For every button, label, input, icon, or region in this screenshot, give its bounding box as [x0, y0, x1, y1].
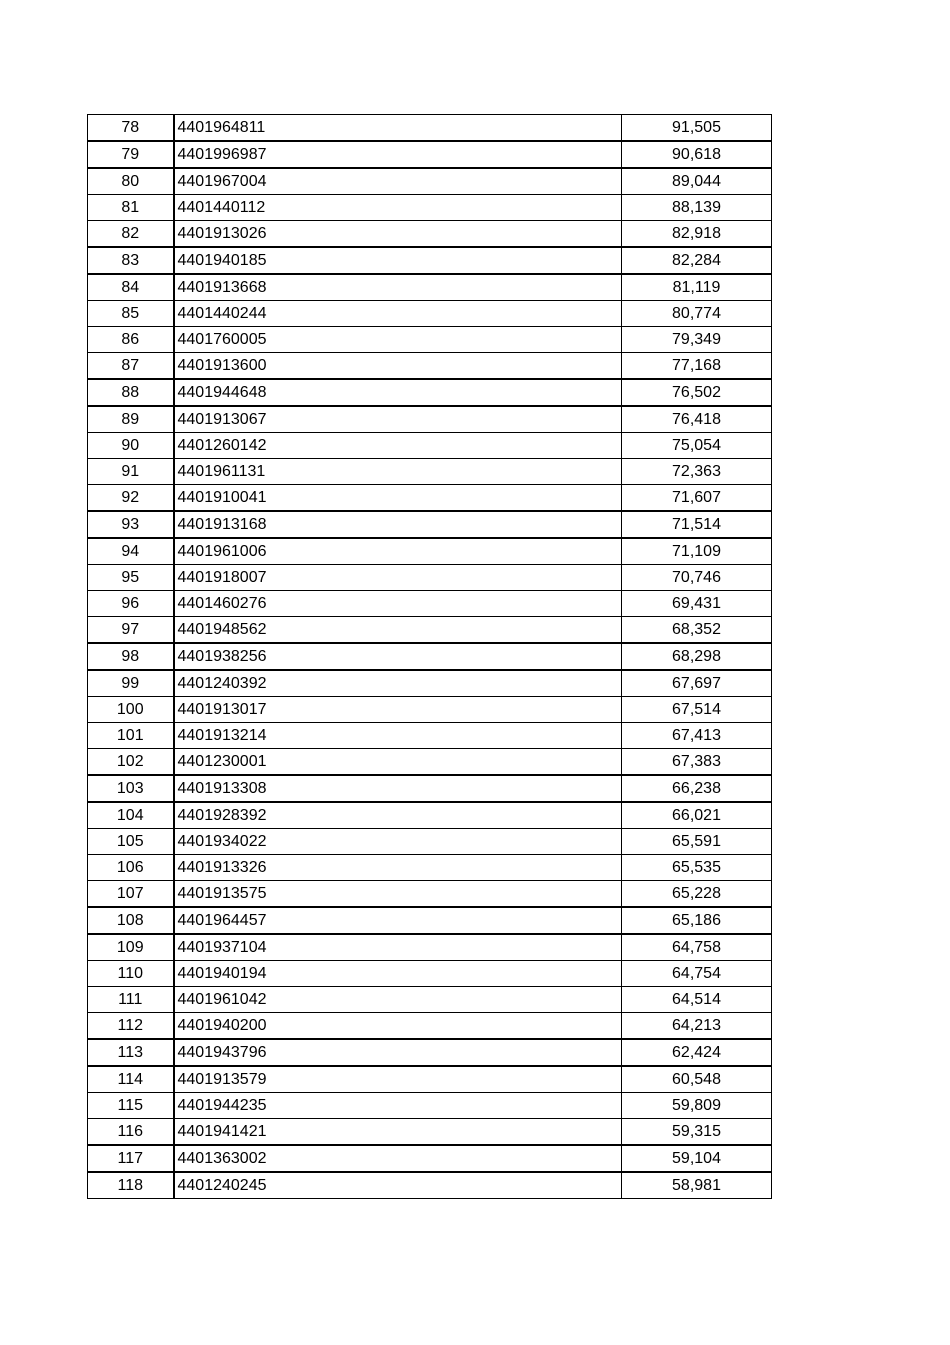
- code-cell: 4401260142: [174, 433, 622, 459]
- table-row: [88, 907, 772, 934]
- table-row: [88, 1172, 772, 1199]
- code-cell: 4401940200: [174, 1013, 622, 1040]
- rank-cell: 98: [88, 643, 174, 670]
- code-cell: 4401928392: [174, 802, 622, 829]
- rank-cell: 99: [88, 670, 174, 697]
- rank-cell: 91: [88, 459, 174, 485]
- code-cell: 4401913026: [174, 221, 622, 248]
- rank-cell: 109: [88, 934, 174, 961]
- value-cell: 71,514: [622, 511, 772, 538]
- value-cell: 68,352: [622, 617, 772, 644]
- code-cell: 4401944235: [174, 1093, 622, 1119]
- value-cell: 64,514: [622, 987, 772, 1013]
- code-cell: 4401460276: [174, 591, 622, 617]
- code-cell: 4401913575: [174, 881, 622, 908]
- rank-cell: 112: [88, 1013, 174, 1040]
- value-cell: 79,349: [622, 327, 772, 353]
- value-cell: 65,591: [622, 829, 772, 855]
- table-body: [88, 115, 772, 1199]
- code-cell: 4401910041: [174, 485, 622, 512]
- code-cell: 4401913308: [174, 775, 622, 802]
- code-cell: 4401967004: [174, 168, 622, 195]
- value-cell: 67,383: [622, 749, 772, 776]
- value-cell: 76,418: [622, 406, 772, 433]
- code-cell: 4401964457: [174, 907, 622, 934]
- value-cell: 59,104: [622, 1145, 772, 1172]
- value-cell: 66,021: [622, 802, 772, 829]
- code-cell: 4401961131: [174, 459, 622, 485]
- value-cell: 81,119: [622, 274, 772, 301]
- value-cell: 64,213: [622, 1013, 772, 1040]
- code-cell: 4401940194: [174, 961, 622, 987]
- value-cell: 91,505: [622, 115, 772, 142]
- value-cell: 77,168: [622, 353, 772, 380]
- rank-cell: 88: [88, 379, 174, 406]
- code-cell: 4401961006: [174, 538, 622, 565]
- code-cell: 4401934022: [174, 829, 622, 855]
- rank-cell: 89: [88, 406, 174, 433]
- value-cell: 67,514: [622, 697, 772, 723]
- table-row: [88, 327, 772, 353]
- rank-cell: 93: [88, 511, 174, 538]
- table-row: [88, 670, 772, 697]
- table-row: [88, 934, 772, 961]
- code-cell: 4401440112: [174, 195, 622, 221]
- table-row: [88, 723, 772, 749]
- value-cell: 66,238: [622, 775, 772, 802]
- code-cell: 4401240392: [174, 670, 622, 697]
- rank-cell: 82: [88, 221, 174, 248]
- code-cell: 4401964811: [174, 115, 622, 142]
- table-row: [88, 591, 772, 617]
- table-row: [88, 459, 772, 485]
- table-row: [88, 802, 772, 829]
- value-cell: 89,044: [622, 168, 772, 195]
- code-cell: 4401913326: [174, 855, 622, 881]
- value-cell: 67,697: [622, 670, 772, 697]
- rank-cell: 108: [88, 907, 174, 934]
- code-cell: 4401440244: [174, 301, 622, 327]
- code-cell: 4401937104: [174, 934, 622, 961]
- value-cell: 60,548: [622, 1066, 772, 1093]
- table-row: [88, 141, 772, 168]
- table-row: [88, 1093, 772, 1119]
- value-cell: 80,774: [622, 301, 772, 327]
- value-cell: 64,758: [622, 934, 772, 961]
- code-cell: 4401913017: [174, 697, 622, 723]
- table-row: [88, 1145, 772, 1172]
- rank-cell: 97: [88, 617, 174, 644]
- rank-cell: 78: [88, 115, 174, 142]
- table-row: [88, 168, 772, 195]
- table-row: [88, 1013, 772, 1040]
- value-cell: 88,139: [622, 195, 772, 221]
- rank-cell: 114: [88, 1066, 174, 1093]
- data-table: [87, 114, 772, 1199]
- rank-cell: 81: [88, 195, 174, 221]
- rank-cell: 105: [88, 829, 174, 855]
- rank-cell: 116: [88, 1119, 174, 1146]
- rank-cell: 94: [88, 538, 174, 565]
- rank-cell: 92: [88, 485, 174, 512]
- code-cell: 4401913214: [174, 723, 622, 749]
- rank-cell: 117: [88, 1145, 174, 1172]
- table-row: [88, 301, 772, 327]
- value-cell: 71,109: [622, 538, 772, 565]
- table-row: [88, 697, 772, 723]
- code-cell: 4401941421: [174, 1119, 622, 1146]
- table-row: [88, 406, 772, 433]
- code-cell: 4401913668: [174, 274, 622, 301]
- value-cell: 67,413: [622, 723, 772, 749]
- code-cell: 4401918007: [174, 565, 622, 591]
- table-row: [88, 485, 772, 512]
- rank-cell: 101: [88, 723, 174, 749]
- table-row: [88, 961, 772, 987]
- value-cell: 65,228: [622, 881, 772, 908]
- code-cell: 4401943796: [174, 1039, 622, 1066]
- table-row: [88, 538, 772, 565]
- value-cell: 82,284: [622, 247, 772, 274]
- rank-cell: 102: [88, 749, 174, 776]
- code-cell: 4401240245: [174, 1172, 622, 1199]
- value-cell: 75,054: [622, 433, 772, 459]
- rank-cell: 115: [88, 1093, 174, 1119]
- value-cell: 65,186: [622, 907, 772, 934]
- value-cell: 90,618: [622, 141, 772, 168]
- value-cell: 70,746: [622, 565, 772, 591]
- table-row: [88, 115, 772, 142]
- rank-cell: 113: [88, 1039, 174, 1066]
- table-row: [88, 433, 772, 459]
- code-cell: 4401996987: [174, 141, 622, 168]
- rank-cell: 79: [88, 141, 174, 168]
- value-cell: 58,981: [622, 1172, 772, 1199]
- code-cell: 4401760005: [174, 327, 622, 353]
- rank-cell: 104: [88, 802, 174, 829]
- value-cell: 59,809: [622, 1093, 772, 1119]
- rank-cell: 90: [88, 433, 174, 459]
- code-cell: 4401230001: [174, 749, 622, 776]
- table-row: [88, 643, 772, 670]
- rank-cell: 96: [88, 591, 174, 617]
- code-cell: 4401913600: [174, 353, 622, 380]
- rank-cell: 86: [88, 327, 174, 353]
- value-cell: 64,754: [622, 961, 772, 987]
- table-row: [88, 1066, 772, 1093]
- code-cell: 4401913168: [174, 511, 622, 538]
- value-cell: 62,424: [622, 1039, 772, 1066]
- value-cell: 59,315: [622, 1119, 772, 1146]
- rank-cell: 118: [88, 1172, 174, 1199]
- value-cell: 68,298: [622, 643, 772, 670]
- table-row: [88, 987, 772, 1013]
- value-cell: 71,607: [622, 485, 772, 512]
- table-row: [88, 1119, 772, 1146]
- rank-cell: 111: [88, 987, 174, 1013]
- spreadsheet-page: [87, 114, 771, 1199]
- rank-cell: 95: [88, 565, 174, 591]
- rank-cell: 103: [88, 775, 174, 802]
- table-row: [88, 855, 772, 881]
- code-cell: 4401940185: [174, 247, 622, 274]
- table-row: [88, 221, 772, 248]
- rank-cell: 83: [88, 247, 174, 274]
- value-cell: 72,363: [622, 459, 772, 485]
- table-row: [88, 775, 772, 802]
- code-cell: 4401938256: [174, 643, 622, 670]
- table-row: [88, 617, 772, 644]
- table-row: [88, 379, 772, 406]
- table-row: [88, 247, 772, 274]
- value-cell: 69,431: [622, 591, 772, 617]
- rank-cell: 106: [88, 855, 174, 881]
- value-cell: 76,502: [622, 379, 772, 406]
- value-cell: 82,918: [622, 221, 772, 248]
- table-row: [88, 881, 772, 908]
- value-cell: 65,535: [622, 855, 772, 881]
- rank-cell: 87: [88, 353, 174, 380]
- code-cell: 4401913067: [174, 406, 622, 433]
- rank-cell: 110: [88, 961, 174, 987]
- rank-cell: 107: [88, 881, 174, 908]
- table-row: [88, 749, 772, 776]
- code-cell: 4401948562: [174, 617, 622, 644]
- table-row: [88, 511, 772, 538]
- table-row: [88, 195, 772, 221]
- code-cell: 4401913579: [174, 1066, 622, 1093]
- rank-cell: 85: [88, 301, 174, 327]
- code-cell: 4401944648: [174, 379, 622, 406]
- code-cell: 4401363002: [174, 1145, 622, 1172]
- rank-cell: 80: [88, 168, 174, 195]
- table-row: [88, 353, 772, 380]
- table-row: [88, 1039, 772, 1066]
- code-cell: 4401961042: [174, 987, 622, 1013]
- rank-cell: 100: [88, 697, 174, 723]
- rank-cell: 84: [88, 274, 174, 301]
- table-row: [88, 829, 772, 855]
- table-row: [88, 565, 772, 591]
- table-row: [88, 274, 772, 301]
